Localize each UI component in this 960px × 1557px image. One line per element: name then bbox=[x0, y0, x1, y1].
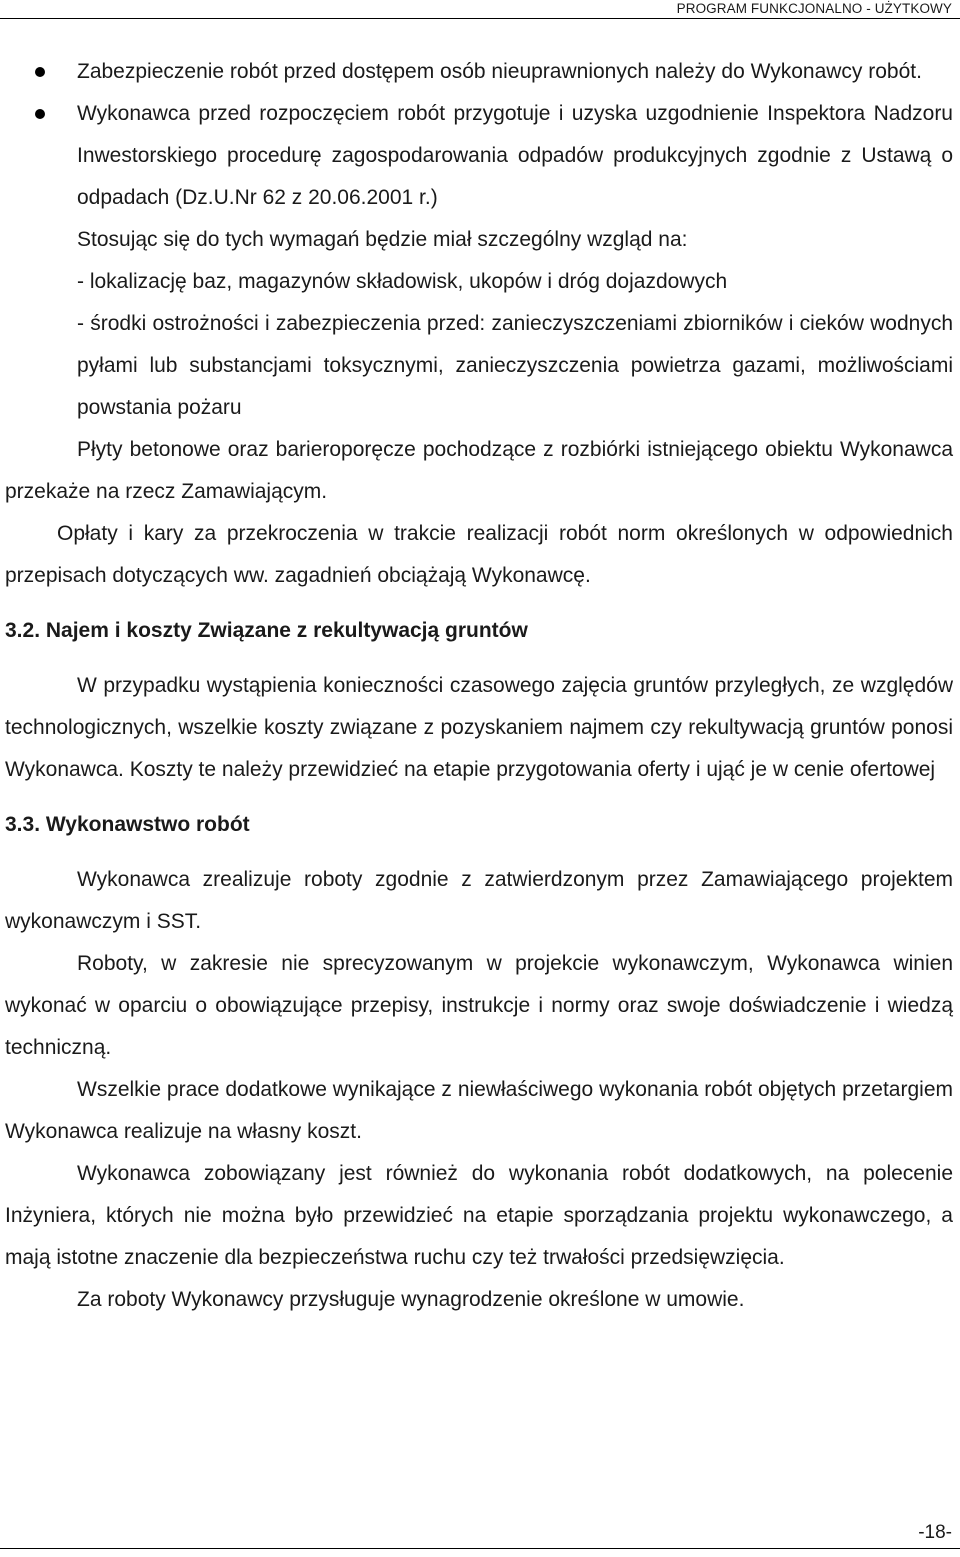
bullet-text: Zabezpieczenie robót przed dostępem osób nieuprawnionych należy do Wykonawcy robót. bbox=[77, 60, 922, 83]
paragraph: Za roboty Wykonawcy przysługuje wynagrodzenie określone w umowie. bbox=[77, 1288, 745, 1311]
paragraph: W przypadku wystąpienia konieczności czasowego zajęcia gruntów przyległych, ze względów technologicznych, wszelkie koszty związane z pozyskaniem najmem czy rekultywacją gruntów ponosi Wykonawca. Koszty te należy przewidzieć na etapie przygotowania oferty i ująć je w cenie ofertowej bbox=[5, 674, 953, 781]
document-body bbox=[5, 51, 953, 1321]
footer-divider bbox=[0, 1548, 960, 1549]
bullet-item bbox=[5, 51, 953, 93]
bullet-text: Wykonawca przed rozpoczęciem robót przygotuje i uzyska uzgodnienie Inspektora Nadzoru Inwestorskiego procedurę zagospodarowania odpadów produkcyjnych zgodnie z Ustawą o odpadach (Dz.U.Nr 62 z 20.06.2001 r.) bbox=[77, 102, 953, 209]
paragraph: Wykonawca zobowiązany jest również do wykonania robót dodatkowych, na polecenie Inżyniera, których nie można było przewidzieć na etapie sporządzania projektu wykonawczego, a mają istotne znaczenie dla bezpieczeństwa ruchu czy też trwałości przedsięwzięcia. bbox=[5, 1162, 953, 1269]
requirements-intro: Stosując się do tych wymagań będzie miał szczególny wzgląd na: bbox=[77, 228, 688, 251]
header-title: PROGRAM FUNKCJONALNO - UŻYTKOWY bbox=[676, 1, 952, 16]
paragraph: Opłaty i kary za przekroczenia w trakcie realizacji robót norm określonych w odpowiednich przepisach dotyczących ww. zagadnień obciążają Wykonawcę. bbox=[5, 522, 953, 587]
paragraph: Wszelkie prace dodatkowe wynikające z niewłaściwego wykonania robót objętych przetargiem Wykonawca realizuje na własny koszt. bbox=[5, 1078, 953, 1143]
bullet-item bbox=[5, 93, 953, 219]
section-heading: 3.3. Wykonawstwo robót bbox=[5, 813, 250, 836]
requirement-item: - lokalizację baz, magazynów składowisk, ukopów i dróg dojazdowych bbox=[77, 270, 728, 293]
bullet-icon bbox=[35, 67, 45, 77]
paragraph: Roboty, w zakresie nie sprecyzowanym w projekcie wykonawczym, Wykonawca winien wykonać w oparciu o obowiązujące przepisy, instrukcje i normy oraz swoje doświadczenie i wiedzą techniczną. bbox=[5, 952, 953, 1059]
section-heading: 3.2. Najem i koszty Związane z rekultywacją gruntów bbox=[5, 619, 528, 642]
bullet-icon bbox=[35, 109, 45, 119]
paragraph: Płyty betonowe oraz barieroporęcze pochodzące z rozbiórki istniejącego obiektu Wykonawca przekaże na rzecz Zamawiającym. bbox=[5, 438, 953, 503]
paragraph: Wykonawca zrealizuje roboty zgodnie z zatwierdzonym przez Zamawiającego projektem wykonawczym i SST. bbox=[5, 868, 953, 933]
requirement-item: - środki ostrożności i zabezpieczenia przed: zanieczyszczeniami zbiorników i cieków wodnych pyłami lub substancjami toksycznymi, zanieczyszczenia powietrza gazami, możliwościami powstania pożaru bbox=[77, 312, 953, 419]
page-header bbox=[0, 0, 960, 19]
page-number: -18- bbox=[918, 1522, 952, 1543]
